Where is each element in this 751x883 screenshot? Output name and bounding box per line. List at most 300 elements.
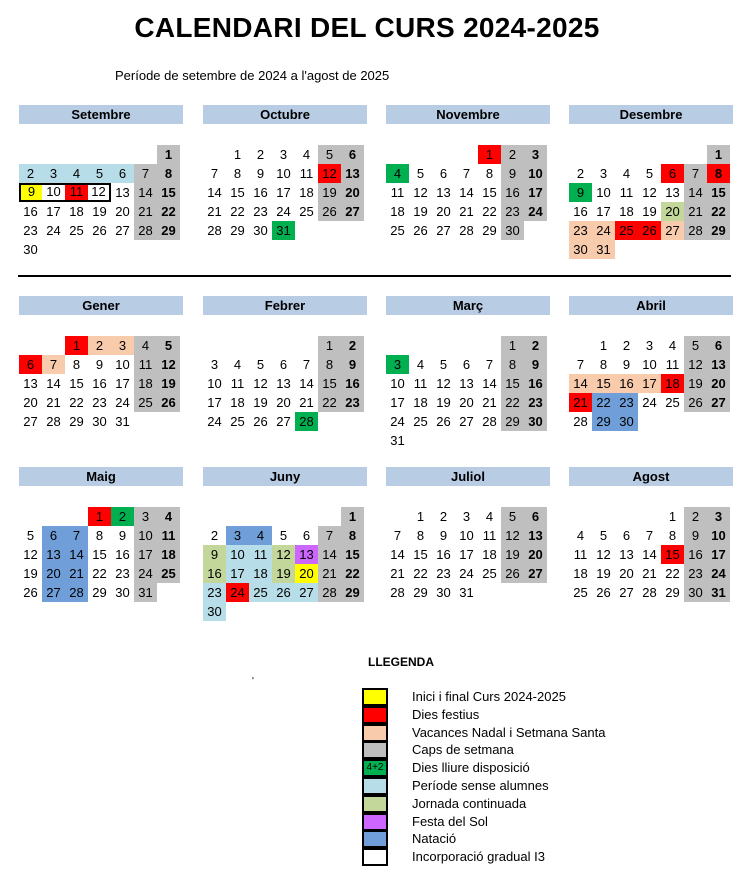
day-cell: 23 xyxy=(23,223,38,238)
month-header: Febrer xyxy=(203,296,367,315)
day-cell: 21 xyxy=(459,204,474,219)
day-cell: 13 xyxy=(459,376,474,391)
day-cell: 18 xyxy=(390,204,405,219)
legend-swatch: 4+2 xyxy=(362,759,388,777)
month-header: Octubre xyxy=(203,105,367,124)
legend-swatch xyxy=(362,795,388,813)
day-cell: 26 xyxy=(23,585,38,600)
day-cell: 22 xyxy=(341,564,364,583)
empty-cell xyxy=(684,145,707,164)
day-cell: 16 xyxy=(573,204,588,219)
day-cell: 24 xyxy=(459,566,474,581)
day-cell: 23 xyxy=(253,204,268,219)
month-febrer xyxy=(203,296,367,431)
day-cell: 26 xyxy=(157,393,180,412)
day-cell: 9 xyxy=(684,526,707,545)
day-cell: 2 xyxy=(684,507,707,526)
month-abril xyxy=(569,296,733,431)
empty-cell xyxy=(19,145,42,164)
day-cell: 8 xyxy=(707,164,730,183)
day-cell: 3 xyxy=(599,166,608,181)
empty-cell xyxy=(478,336,501,355)
empty-cell xyxy=(203,145,226,164)
day-cell: 28 xyxy=(684,221,707,240)
day-cell: 10 xyxy=(134,526,157,545)
day-cell: 24 xyxy=(226,583,249,602)
day-cell: 19 xyxy=(501,545,524,564)
day-cell: 14 xyxy=(299,376,314,391)
day-cell: 29 xyxy=(69,414,84,429)
day-cell: 1 xyxy=(88,507,111,526)
day-cell: 12 xyxy=(501,526,524,545)
day-cell: 2 xyxy=(622,338,631,353)
day-cell: 25 xyxy=(482,566,497,581)
day-cell: 20 xyxy=(295,564,318,583)
day-cell: 31 xyxy=(707,583,730,602)
day-cell: 10 xyxy=(642,357,657,372)
day-cell: 22 xyxy=(665,566,680,581)
legend-label: Període sense alumnes xyxy=(412,777,549,793)
day-cell: 8 xyxy=(318,355,341,374)
day-cell: 3 xyxy=(279,147,288,162)
day-cell: 17 xyxy=(638,374,661,393)
day-cell: 7 xyxy=(65,526,88,545)
day-cell: 12 xyxy=(642,185,657,200)
day-cell: 20 xyxy=(115,204,130,219)
day-cell: 9 xyxy=(569,183,592,202)
day-cell: 12 xyxy=(157,355,180,374)
day-cell: 20 xyxy=(619,566,634,581)
day-cell: 4 xyxy=(485,509,494,524)
day-cell: 4 xyxy=(249,526,272,545)
day-cell: 10 xyxy=(276,166,291,181)
day-cell: 11 xyxy=(619,185,634,200)
day-cell: 18 xyxy=(157,545,180,564)
day-cell: 6 xyxy=(341,145,364,164)
empty-cell xyxy=(386,336,409,355)
day-cell: 11 xyxy=(230,376,245,391)
day-cell: 7 xyxy=(485,357,494,372)
day-cell: 29 xyxy=(157,221,180,240)
day-cell: 22 xyxy=(482,204,497,219)
empty-cell xyxy=(272,507,295,526)
day-cell: 16 xyxy=(115,547,130,562)
day-cell: 6 xyxy=(302,528,311,543)
section-divider xyxy=(18,275,731,277)
day-cell: 2 xyxy=(88,336,111,355)
day-cell: 25 xyxy=(413,414,428,429)
day-cell: 26 xyxy=(413,223,428,238)
legend-label: Natació xyxy=(412,831,457,847)
empty-cell xyxy=(409,145,432,164)
day-cell: 22 xyxy=(501,393,524,412)
month-days xyxy=(386,336,550,450)
day-cell: 6 xyxy=(111,164,134,183)
day-cell: 8 xyxy=(233,166,242,181)
day-cell: 28 xyxy=(573,414,588,429)
day-cell: 9 xyxy=(524,355,547,374)
empty-cell xyxy=(615,507,638,526)
day-cell: 24 xyxy=(642,395,657,410)
empty-cell xyxy=(432,145,455,164)
day-cell: 23 xyxy=(436,566,451,581)
day-cell: 3 xyxy=(462,509,471,524)
day-cell: 12 xyxy=(88,183,111,202)
month-days xyxy=(569,145,733,259)
day-cell: 20 xyxy=(276,395,291,410)
day-cell: 7 xyxy=(393,528,402,543)
legend-label: Dies festius xyxy=(412,706,480,722)
day-cell: 18 xyxy=(482,547,497,562)
day-cell: 20 xyxy=(707,374,730,393)
day-cell: 24 xyxy=(207,414,222,429)
day-cell: 11 xyxy=(65,183,88,202)
empty-cell xyxy=(386,507,409,526)
empty-cell xyxy=(638,145,661,164)
day-cell: 28 xyxy=(295,412,318,431)
day-cell: 24 xyxy=(390,414,405,429)
day-cell: 27 xyxy=(42,583,65,602)
day-cell: 17 xyxy=(226,564,249,583)
day-cell: 5 xyxy=(318,145,341,164)
day-cell: 2 xyxy=(210,528,219,543)
day-cell: 21 xyxy=(482,395,497,410)
day-cell: 3 xyxy=(134,507,157,526)
month-days xyxy=(569,507,733,602)
legend-label: Caps de setmana xyxy=(412,742,514,758)
day-cell: 11 xyxy=(482,528,497,543)
day-cell: 29 xyxy=(341,583,364,602)
day-cell: 17 xyxy=(276,185,291,200)
day-cell: 8 xyxy=(501,355,524,374)
empty-cell xyxy=(203,336,226,355)
day-cell: 20 xyxy=(42,564,65,583)
day-cell: 4 xyxy=(668,338,677,353)
day-cell: 2 xyxy=(576,166,585,181)
empty-cell xyxy=(42,336,65,355)
empty-cell xyxy=(19,507,42,526)
day-cell: 16 xyxy=(684,545,707,564)
day-cell: 11 xyxy=(134,355,157,374)
day-cell: 18 xyxy=(69,204,84,219)
day-cell: 15 xyxy=(341,545,364,564)
day-cell: 4 xyxy=(576,528,585,543)
day-cell: 5 xyxy=(416,166,425,181)
day-cell: 8 xyxy=(95,528,104,543)
empty-cell xyxy=(386,145,409,164)
day-cell: 10 xyxy=(459,528,474,543)
day-cell: 16 xyxy=(253,185,268,200)
month-gener xyxy=(19,296,183,431)
legend-label: Incorporació gradual I3 xyxy=(412,849,545,865)
day-cell: 8 xyxy=(416,528,425,543)
empty-cell xyxy=(65,507,88,526)
day-cell: 28 xyxy=(65,583,88,602)
day-cell: 14 xyxy=(390,547,405,562)
day-cell: 25 xyxy=(573,585,588,600)
day-cell: 12 xyxy=(318,164,341,183)
empty-cell xyxy=(42,145,65,164)
day-cell: 1 xyxy=(416,509,425,524)
day-cell: 9 xyxy=(256,166,265,181)
day-cell: 11 xyxy=(157,526,180,545)
day-cell: 27 xyxy=(619,585,634,600)
empty-cell xyxy=(65,145,88,164)
day-cell: 7 xyxy=(645,528,654,543)
day-cell: 21 xyxy=(390,566,405,581)
day-cell: 13 xyxy=(619,547,634,562)
day-cell: 26 xyxy=(92,223,107,238)
day-cell: 28 xyxy=(46,414,61,429)
day-cell: 19 xyxy=(272,564,295,583)
empty-cell xyxy=(226,507,249,526)
day-cell: 8 xyxy=(341,526,364,545)
day-cell: 15 xyxy=(157,183,180,202)
day-cell: 7 xyxy=(210,166,219,181)
day-cell: 14 xyxy=(207,185,222,200)
day-cell: 26 xyxy=(638,221,661,240)
day-cell: 11 xyxy=(573,547,588,562)
day-cell: 29 xyxy=(592,412,615,431)
month-days xyxy=(386,145,550,240)
day-cell: 10 xyxy=(207,376,222,391)
day-cell: 5 xyxy=(501,507,524,526)
day-cell: 30 xyxy=(115,585,130,600)
legend-label: Vacances Nadal i Setmana Santa xyxy=(412,724,606,740)
day-cell: 16 xyxy=(203,564,226,583)
day-cell: 10 xyxy=(115,357,130,372)
month-header: Abril xyxy=(569,296,733,315)
month-days xyxy=(569,336,733,431)
day-cell: 22 xyxy=(230,204,245,219)
day-cell: 14 xyxy=(684,183,707,202)
stray-mark: ' xyxy=(252,676,254,687)
day-cell: 26 xyxy=(436,414,451,429)
day-cell: 30 xyxy=(436,585,451,600)
day-cell: 8 xyxy=(485,166,494,181)
day-cell: 18 xyxy=(249,564,272,583)
day-cell: 17 xyxy=(115,376,130,391)
empty-cell xyxy=(592,145,615,164)
day-cell: 19 xyxy=(642,204,657,219)
day-cell: 2 xyxy=(256,147,265,162)
day-cell: 26 xyxy=(684,393,707,412)
day-cell: 18 xyxy=(573,566,588,581)
day-cell: 23 xyxy=(501,202,524,221)
day-cell: 6 xyxy=(661,164,684,183)
day-cell: 3 xyxy=(707,507,730,526)
day-cell: 30 xyxy=(203,602,226,621)
month-maig xyxy=(19,467,183,602)
day-cell: 3 xyxy=(226,526,249,545)
day-cell: 11 xyxy=(413,376,428,391)
day-cell: 10 xyxy=(707,526,730,545)
empty-cell xyxy=(409,336,432,355)
day-cell: 5 xyxy=(88,164,111,183)
day-cell: 9 xyxy=(622,357,631,372)
day-cell: 3 xyxy=(210,357,219,372)
day-cell: 30 xyxy=(501,221,524,240)
day-cell: 15 xyxy=(661,545,684,564)
day-cell: 20 xyxy=(661,202,684,221)
empty-cell xyxy=(249,507,272,526)
day-cell: 18 xyxy=(299,185,314,200)
day-cell: 29 xyxy=(413,585,428,600)
day-cell: 4 xyxy=(134,336,157,355)
day-cell: 14 xyxy=(642,547,657,562)
empty-cell xyxy=(295,336,318,355)
month-days xyxy=(19,145,183,259)
day-cell: 30 xyxy=(615,412,638,431)
day-cell: 2 xyxy=(19,164,42,183)
empty-cell xyxy=(42,507,65,526)
day-cell: 17 xyxy=(207,395,222,410)
day-cell: 6 xyxy=(42,526,65,545)
day-cell: 4 xyxy=(157,507,180,526)
month-header: Novembre xyxy=(386,105,550,124)
empty-cell xyxy=(134,145,157,164)
day-cell: 6 xyxy=(707,336,730,355)
month-agost xyxy=(569,467,733,602)
day-cell: 2 xyxy=(111,507,134,526)
day-cell: 5 xyxy=(279,528,288,543)
day-cell: 28 xyxy=(318,583,341,602)
day-cell: 8 xyxy=(72,357,81,372)
day-cell: 5 xyxy=(157,336,180,355)
day-cell: 4 xyxy=(416,357,425,372)
day-cell: 6 xyxy=(524,507,547,526)
empty-cell xyxy=(272,336,295,355)
day-cell: 9 xyxy=(501,164,524,183)
day-cell: 20 xyxy=(436,204,451,219)
day-cell: 12 xyxy=(684,355,707,374)
day-cell: 21 xyxy=(684,202,707,221)
day-cell: 20 xyxy=(23,395,38,410)
day-cell: 13 xyxy=(341,164,364,183)
day-cell: 8 xyxy=(599,357,608,372)
day-cell: 13 xyxy=(295,545,318,564)
day-cell: 12 xyxy=(596,547,611,562)
day-cell: 31 xyxy=(390,433,405,448)
day-cell: 18 xyxy=(661,374,684,393)
day-cell: 22 xyxy=(413,566,428,581)
day-cell: 26 xyxy=(596,585,611,600)
day-cell: 7 xyxy=(576,357,585,372)
day-cell: 14 xyxy=(134,183,157,202)
month-days xyxy=(203,145,367,240)
day-cell: 7 xyxy=(134,164,157,183)
legend-swatch xyxy=(362,777,388,795)
empty-cell xyxy=(203,507,226,526)
day-cell: 24 xyxy=(524,202,547,221)
day-cell: 14 xyxy=(459,185,474,200)
day-cell: 18 xyxy=(134,374,157,393)
day-cell: 5 xyxy=(684,336,707,355)
day-cell: 29 xyxy=(230,223,245,238)
empty-cell xyxy=(249,336,272,355)
empty-cell xyxy=(615,145,638,164)
day-cell: 30 xyxy=(524,412,547,431)
day-cell: 27 xyxy=(707,393,730,412)
day-cell: 2 xyxy=(341,336,364,355)
day-cell: 25 xyxy=(230,414,245,429)
empty-cell xyxy=(432,336,455,355)
day-cell: 18 xyxy=(619,204,634,219)
day-cell: 23 xyxy=(569,221,592,240)
day-cell: 15 xyxy=(230,185,245,200)
day-cell: 1 xyxy=(707,145,730,164)
day-cell: 27 xyxy=(661,221,684,240)
day-cell: 19 xyxy=(23,566,38,581)
day-cell: 7 xyxy=(684,164,707,183)
day-cell: 7 xyxy=(462,166,471,181)
day-cell: 26 xyxy=(272,583,295,602)
day-cell: 2 xyxy=(439,509,448,524)
day-cell: 18 xyxy=(413,395,428,410)
day-cell: 27 xyxy=(295,583,318,602)
day-cell: 1 xyxy=(341,507,364,526)
day-cell: 13 xyxy=(524,526,547,545)
day-cell: 15 xyxy=(69,376,84,391)
day-cell: 21 xyxy=(207,204,222,219)
day-cell: 9 xyxy=(19,183,42,202)
day-cell: 30 xyxy=(569,240,592,259)
day-cell: 16 xyxy=(436,547,451,562)
month-header: Desembre xyxy=(569,105,733,124)
month-octubre xyxy=(203,105,367,240)
day-cell: 7 xyxy=(302,357,311,372)
day-cell: 26 xyxy=(253,414,268,429)
day-cell: 23 xyxy=(203,583,226,602)
page-subtitle: Període de setembre de 2024 a l'agost de 2025 xyxy=(115,68,390,83)
day-cell: 14 xyxy=(569,374,592,393)
legend-swatch xyxy=(362,688,388,706)
empty-cell xyxy=(638,507,661,526)
day-cell: 21 xyxy=(318,564,341,583)
day-cell: 12 xyxy=(413,185,428,200)
day-cell: 14 xyxy=(482,376,497,391)
day-cell: 26 xyxy=(318,202,341,221)
day-cell: 4 xyxy=(65,164,88,183)
day-cell: 18 xyxy=(230,395,245,410)
day-cell: 22 xyxy=(318,393,341,412)
legend-label: Dies lliure disposició xyxy=(412,760,530,776)
day-cell: 20 xyxy=(459,395,474,410)
day-cell: 3 xyxy=(645,338,654,353)
day-cell: 27 xyxy=(23,414,38,429)
day-cell: 13 xyxy=(665,185,680,200)
day-cell: 4 xyxy=(622,166,631,181)
day-cell: 23 xyxy=(615,393,638,412)
day-cell: 25 xyxy=(157,564,180,583)
day-cell: 25 xyxy=(390,223,405,238)
day-cell: 9 xyxy=(118,528,127,543)
day-cell: 1 xyxy=(478,145,501,164)
day-cell: 25 xyxy=(615,221,638,240)
day-cell: 19 xyxy=(684,374,707,393)
day-cell: 29 xyxy=(482,223,497,238)
legend-swatch xyxy=(362,830,388,848)
empty-cell xyxy=(295,507,318,526)
day-cell: 25 xyxy=(69,223,84,238)
day-cell: 15 xyxy=(482,185,497,200)
day-cell: 22 xyxy=(92,566,107,581)
day-cell: 27 xyxy=(459,414,474,429)
month-header: Juliol xyxy=(386,467,550,486)
day-cell: 12 xyxy=(272,545,295,564)
month-days xyxy=(386,507,550,602)
month-març xyxy=(386,296,550,450)
